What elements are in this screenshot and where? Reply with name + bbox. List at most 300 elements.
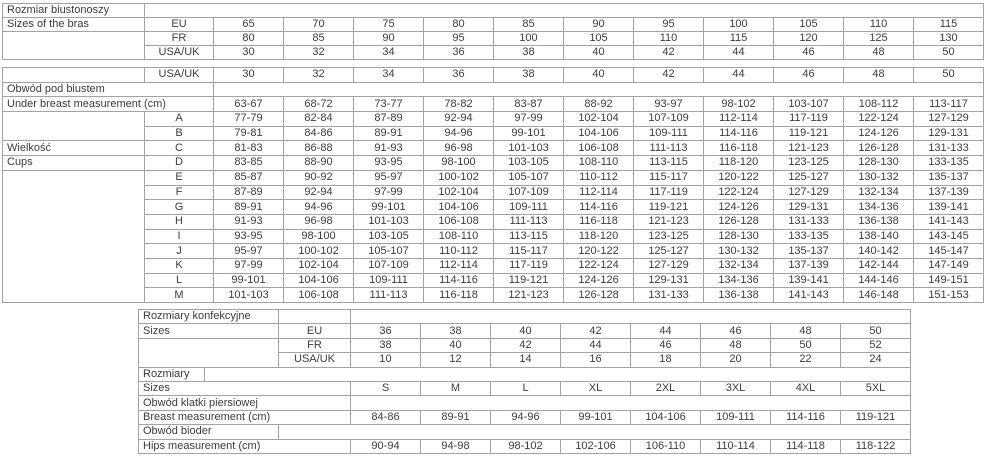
table-cell: 91-93 — [214, 214, 284, 229]
table-cell: 102-104 — [284, 258, 354, 273]
underbust-title-en: Under breast measurement (cm) — [3, 97, 214, 112]
table-cell: 5XL — [841, 381, 911, 395]
table-cell: 121-123 — [634, 214, 704, 229]
table-cell: 98-102 — [704, 97, 774, 112]
table-cell: 94-96 — [491, 410, 561, 424]
table-cell: 89-91 — [354, 126, 424, 141]
size-system-label: FR — [145, 32, 214, 46]
table-cell: L — [491, 381, 561, 395]
table-cell: 110 — [634, 32, 704, 46]
table-cell: 119-121 — [634, 200, 704, 215]
table-cell: 134-136 — [704, 273, 774, 288]
table-cell: 36 — [424, 68, 494, 83]
table-cell: 82-84 — [284, 112, 354, 127]
table-cell: 34 — [354, 68, 424, 83]
table-cell: 91-93 — [354, 141, 424, 156]
table-cell: 110 — [844, 18, 914, 32]
table-cell: 102-106 — [561, 439, 631, 453]
table-cell: 93-95 — [354, 156, 424, 171]
table-cell: 73-77 — [354, 97, 424, 112]
underbust-cups-table — [2, 67, 984, 303]
table-cell: 89-91 — [421, 410, 491, 424]
cups-label-pl: Wielkość — [3, 141, 145, 156]
chest-label-pl: Obwód klatki piersiowej — [139, 396, 351, 410]
table-cell: 90-94 — [351, 439, 421, 453]
table-cell: 106-108 — [564, 141, 634, 156]
table-cell: 116-118 — [424, 288, 494, 303]
table-cell: 106-108 — [284, 288, 354, 303]
table-cell: 120-122 — [704, 170, 774, 185]
sizes-label: Sizes — [139, 381, 351, 395]
table-cell: 142-144 — [844, 258, 914, 273]
table-cell: 114-116 — [424, 273, 494, 288]
empty-cell — [351, 396, 911, 410]
table-cell: 125-127 — [774, 170, 844, 185]
table-cell: 127-129 — [634, 258, 704, 273]
table-cell: 95 — [424, 32, 494, 46]
table-cell: 122-124 — [564, 258, 634, 273]
table-cell: XL — [561, 381, 631, 395]
cup-letter: C — [145, 141, 214, 156]
table-cell: 22 — [771, 353, 841, 367]
size-system-label: EU — [279, 324, 351, 338]
table-cell: 124-126 — [564, 273, 634, 288]
table-cell: 38 — [421, 324, 491, 338]
table-cell: 18 — [631, 353, 701, 367]
cup-letter: L — [145, 273, 214, 288]
table-cell: 44 — [631, 324, 701, 338]
table-cell: 80 — [214, 32, 284, 46]
table-cell: 70 — [284, 18, 354, 32]
cup-letter: F — [145, 185, 214, 200]
rozmiary-label: Rozmiary — [139, 367, 205, 381]
table-cell: 48 — [701, 338, 771, 352]
table-cell: 44 — [704, 46, 774, 60]
table-cell: 111-113 — [634, 141, 704, 156]
table-cell: 128-130 — [704, 229, 774, 244]
table-cell: 105-107 — [494, 170, 564, 185]
table-cell: 100-102 — [284, 244, 354, 259]
table-cell: 120 — [774, 32, 844, 46]
table-cell: 50 — [841, 324, 911, 338]
table-cell: 98-100 — [424, 156, 494, 171]
empty-cell — [279, 425, 911, 439]
cup-row — [3, 170, 984, 185]
cups-label-en: Cups — [3, 156, 145, 171]
chest-title-row — [139, 396, 911, 410]
table-cell: 102-104 — [424, 185, 494, 200]
table-cell: 83-87 — [494, 97, 564, 112]
table-cell: 121-123 — [774, 141, 844, 156]
table-cell: 16 — [561, 353, 631, 367]
table-cell: 115-117 — [494, 244, 564, 259]
table-cell: 48 — [844, 68, 914, 83]
table-cell: 50 — [914, 68, 984, 83]
chest-label-en: Breast measurement (cm) — [139, 410, 351, 424]
empty-cell — [351, 310, 911, 324]
cup-letter: E — [145, 170, 214, 185]
table-cell: 129-131 — [914, 126, 984, 141]
size-system-label: FR — [279, 338, 351, 352]
bra-header-row — [3, 4, 984, 18]
table-cell: 108-110 — [424, 229, 494, 244]
table-cell: 102-104 — [564, 112, 634, 127]
underbust-values-row — [3, 97, 984, 112]
bra-sizes-table — [2, 3, 984, 60]
letter-sizes-row — [139, 381, 911, 395]
table-cell: 95-97 — [214, 244, 284, 259]
table-cell: 87-89 — [354, 112, 424, 127]
cup-row — [3, 258, 984, 273]
table-cell: 99-101 — [494, 126, 564, 141]
table-cell: 110-112 — [424, 244, 494, 259]
table-cell: 36 — [424, 46, 494, 60]
table-cell: 131-133 — [634, 288, 704, 303]
table-cell: 137-139 — [774, 258, 844, 273]
table-cell: 128-130 — [844, 156, 914, 171]
table-cell: 10 — [351, 353, 421, 367]
table-cell: 126-128 — [564, 288, 634, 303]
table-cell: 50 — [771, 338, 841, 352]
cup-row — [3, 185, 984, 200]
table-cell: 48 — [844, 46, 914, 60]
empty-cell — [279, 310, 351, 324]
table-cell: 130 — [914, 32, 984, 46]
table-cell: 119-121 — [841, 410, 911, 424]
table-cell: 104-106 — [631, 410, 701, 424]
cup-letter: H — [145, 214, 214, 229]
table-cell: 119-121 — [494, 273, 564, 288]
table-cell: 138-140 — [844, 229, 914, 244]
table-cell: 124-126 — [844, 126, 914, 141]
bra-size-row — [3, 46, 984, 60]
table-cell: 32 — [284, 68, 354, 83]
table-cell: 136-138 — [844, 214, 914, 229]
cup-row — [3, 141, 984, 156]
table-cell: 95-97 — [354, 170, 424, 185]
table-cell: 20 — [701, 353, 771, 367]
table-cell: 110-114 — [701, 439, 771, 453]
table-cell: 105 — [564, 32, 634, 46]
table-cell: 141-143 — [914, 214, 984, 229]
cup-row — [3, 229, 984, 244]
table-cell: 103-107 — [774, 97, 844, 112]
bra-title-pl: Rozmiar biustonoszy — [3, 4, 145, 18]
table-cell: 122-124 — [704, 185, 774, 200]
table-cell: 42 — [561, 324, 631, 338]
table-cell: 90 — [564, 18, 634, 32]
band-row — [3, 68, 984, 83]
table-cell: 141-143 — [774, 288, 844, 303]
hips-label-pl: Obwód bioder — [139, 425, 279, 439]
cup-letter: D — [145, 156, 214, 171]
cup-letter: K — [145, 258, 214, 273]
table-cell: 131-133 — [774, 214, 844, 229]
table-cell: 42 — [491, 338, 561, 352]
table-cell: 24 — [841, 353, 911, 367]
empty-cell — [214, 82, 984, 97]
table-cell: 127-129 — [914, 112, 984, 127]
table-cell: 109-111 — [494, 200, 564, 215]
table-cell: 111-113 — [354, 288, 424, 303]
table-cell: 129-131 — [774, 200, 844, 215]
size-system-label: USA/UK — [145, 46, 214, 60]
table-cell: 134-136 — [844, 200, 914, 215]
table-cell: S — [351, 381, 421, 395]
table-cell: 106-108 — [424, 214, 494, 229]
cup-row — [3, 288, 984, 303]
table-cell: 139-141 — [774, 273, 844, 288]
table-cell: 89-91 — [214, 200, 284, 215]
table-cell: 145-147 — [914, 244, 984, 259]
table-cell: 85 — [284, 32, 354, 46]
table-cell: 125 — [844, 32, 914, 46]
table-cell: 94-96 — [424, 126, 494, 141]
empty-cell — [145, 4, 984, 18]
table-cell: 103-105 — [354, 229, 424, 244]
table-cell: 97-99 — [214, 258, 284, 273]
table-cell: 88-92 — [564, 97, 634, 112]
table-cell: 117-119 — [494, 258, 564, 273]
table-cell: 90-92 — [284, 170, 354, 185]
table-cell: 101-103 — [354, 214, 424, 229]
cup-row — [3, 112, 984, 127]
rozmiary-row — [139, 367, 911, 381]
clothing-title-pl: Rozmiary konfekcyjne — [139, 310, 279, 324]
table-cell: 118-120 — [564, 229, 634, 244]
cup-letter: A — [145, 112, 214, 127]
table-cell: 100-102 — [424, 170, 494, 185]
table-cell: 101-103 — [214, 288, 284, 303]
table-cell: 93-95 — [214, 229, 284, 244]
table-cell: 112-114 — [564, 185, 634, 200]
table-cell: 96-98 — [424, 141, 494, 156]
table-cell: 85-87 — [214, 170, 284, 185]
table-cell: 88-90 — [284, 156, 354, 171]
table-cell: 110-112 — [564, 170, 634, 185]
table-cell: 40 — [564, 46, 634, 60]
table-cell: 44 — [704, 68, 774, 83]
table-cell: 114-116 — [704, 126, 774, 141]
clothing-size-row — [139, 324, 911, 338]
hips-title-row — [139, 425, 911, 439]
table-cell: 38 — [494, 68, 564, 83]
table-cell: 94-96 — [284, 200, 354, 215]
table-cell: 99-101 — [561, 410, 631, 424]
cup-row — [3, 126, 984, 141]
table-cell: 137-139 — [914, 185, 984, 200]
table-cell: 105 — [774, 18, 844, 32]
table-cell: 126-128 — [704, 214, 774, 229]
table-cell: 96-98 — [284, 214, 354, 229]
clothing-header-row — [139, 310, 911, 324]
size-system-label: USA/UK — [145, 68, 214, 83]
table-cell: 105-107 — [354, 244, 424, 259]
clothing-sizes-table — [138, 309, 911, 454]
table-cell: 117-119 — [774, 112, 844, 127]
table-cell: 84-86 — [284, 126, 354, 141]
cup-row — [3, 156, 984, 171]
cup-row — [3, 244, 984, 259]
table-cell: 46 — [774, 46, 844, 60]
table-cell: 121-123 — [494, 288, 564, 303]
table-cell: 125-127 — [634, 244, 704, 259]
underbust-title-pl: Obwód pod biustem — [3, 82, 214, 97]
table-cell: 32 — [284, 46, 354, 60]
bra-size-row — [3, 32, 984, 46]
empty-cell — [3, 170, 145, 302]
table-cell: 80 — [424, 18, 494, 32]
empty-cell — [139, 338, 279, 367]
table-cell: 132-134 — [704, 258, 774, 273]
table-cell: 120-122 — [564, 244, 634, 259]
table-cell: 42 — [634, 46, 704, 60]
table-cell: 118-122 — [841, 439, 911, 453]
table-cell: 77-79 — [214, 112, 284, 127]
underbust-cups-table-body — [3, 68, 984, 303]
table-cell: 132-134 — [844, 185, 914, 200]
cup-letter: J — [145, 244, 214, 259]
empty-cell — [205, 367, 911, 381]
table-cell: 113-115 — [634, 156, 704, 171]
table-cell: 46 — [631, 338, 701, 352]
table-cell: 79-81 — [214, 126, 284, 141]
table-cell: 34 — [354, 46, 424, 60]
table-cell: 93-97 — [634, 97, 704, 112]
cup-row — [3, 273, 984, 288]
table-cell: 113-115 — [494, 229, 564, 244]
table-cell: 46 — [701, 324, 771, 338]
table-cell: 36 — [351, 324, 421, 338]
table-cell: 127-129 — [774, 185, 844, 200]
table-cell: 84-86 — [351, 410, 421, 424]
table-cell: 94-98 — [421, 439, 491, 453]
table-cell: 83-85 — [214, 156, 284, 171]
clothing-size-row — [139, 338, 911, 352]
table-cell: 122-124 — [844, 112, 914, 127]
table-cell: 95 — [634, 18, 704, 32]
empty-cell — [3, 32, 145, 60]
table-cell: 99-101 — [214, 273, 284, 288]
table-cell: 115 — [704, 32, 774, 46]
hips-values-row — [139, 439, 911, 453]
table-cell: 109-111 — [634, 126, 704, 141]
clothing-sizes-table-body — [139, 310, 911, 454]
table-cell: 40 — [491, 324, 561, 338]
table-cell: 106-110 — [631, 439, 701, 453]
table-cell: 130-132 — [844, 170, 914, 185]
empty-cell — [3, 112, 145, 141]
table-cell: 52 — [841, 338, 911, 352]
table-cell: 46 — [774, 68, 844, 83]
table-cell: 123-125 — [774, 156, 844, 171]
table-cell: 100 — [704, 18, 774, 32]
table-cell: 118-120 — [704, 156, 774, 171]
table-cell: 104-106 — [564, 126, 634, 141]
table-cell: 42 — [634, 68, 704, 83]
table-cell: 112-114 — [704, 112, 774, 127]
table-cell: 97-99 — [494, 112, 564, 127]
table-cell: 87-89 — [214, 185, 284, 200]
table-cell: 30 — [214, 46, 284, 60]
table-cell: 14 — [491, 353, 561, 367]
bra-title-en: Sizes of the bras — [3, 18, 145, 32]
table-cell: 107-109 — [354, 258, 424, 273]
table-cell: 112-114 — [424, 258, 494, 273]
table-cell: 40 — [564, 68, 634, 83]
table-cell: 113-117 — [914, 97, 984, 112]
table-cell: 2XL — [631, 381, 701, 395]
table-cell: M — [421, 381, 491, 395]
table-cell: 108-110 — [564, 156, 634, 171]
table-cell: 85 — [494, 18, 564, 32]
table-cell: 100 — [494, 32, 564, 46]
table-cell: 98-100 — [284, 229, 354, 244]
table-cell: 115 — [914, 18, 984, 32]
table-cell: 133-135 — [774, 229, 844, 244]
table-cell: 107-109 — [494, 185, 564, 200]
table-cell: 135-137 — [774, 244, 844, 259]
table-cell: 115-117 — [634, 170, 704, 185]
table-cell: 78-82 — [424, 97, 494, 112]
chest-values-row — [139, 410, 911, 424]
bra-size-row — [3, 18, 984, 32]
table-cell: 109-111 — [354, 273, 424, 288]
table-cell: 147-149 — [914, 258, 984, 273]
table-cell: 50 — [914, 46, 984, 60]
table-cell: 123-125 — [634, 229, 704, 244]
table-cell: 116-118 — [704, 141, 774, 156]
table-cell: 114-116 — [564, 200, 634, 215]
cup-letter: I — [145, 229, 214, 244]
cup-row — [3, 200, 984, 215]
underbust-title-row — [3, 82, 984, 97]
table-cell: 140-142 — [844, 244, 914, 259]
table-cell: 98-102 — [491, 439, 561, 453]
table-cell: 99-101 — [354, 200, 424, 215]
table-cell: 92-94 — [424, 112, 494, 127]
empty-cell — [3, 68, 145, 83]
table-cell: 151-153 — [914, 288, 984, 303]
bra-sizes-table-body — [3, 4, 984, 60]
table-cell: 116-118 — [564, 214, 634, 229]
table-cell: 107-109 — [634, 112, 704, 127]
table-cell: 101-103 — [494, 141, 564, 156]
table-cell: 86-88 — [284, 141, 354, 156]
hips-label-en: Hips measurement (cm) — [139, 439, 351, 453]
table-cell: 90 — [354, 32, 424, 46]
table-cell: 92-94 — [284, 185, 354, 200]
table-cell: 81-83 — [214, 141, 284, 156]
table-cell: 144-146 — [844, 273, 914, 288]
cup-letter: G — [145, 200, 214, 215]
table-cell: 126-128 — [844, 141, 914, 156]
table-cell: 65 — [214, 18, 284, 32]
table-cell: 136-138 — [704, 288, 774, 303]
cup-letter: M — [145, 288, 214, 303]
table-cell: 75 — [354, 18, 424, 32]
table-cell: 111-113 — [494, 214, 564, 229]
table-cell: 114-118 — [771, 439, 841, 453]
table-cell: 63-67 — [214, 97, 284, 112]
table-cell: 143-145 — [914, 229, 984, 244]
table-cell: 97-99 — [354, 185, 424, 200]
cup-letter: B — [145, 126, 214, 141]
table-cell: 146-148 — [844, 288, 914, 303]
table-cell: 131-133 — [914, 141, 984, 156]
table-cell: 104-106 — [424, 200, 494, 215]
table-cell: 108-112 — [844, 97, 914, 112]
